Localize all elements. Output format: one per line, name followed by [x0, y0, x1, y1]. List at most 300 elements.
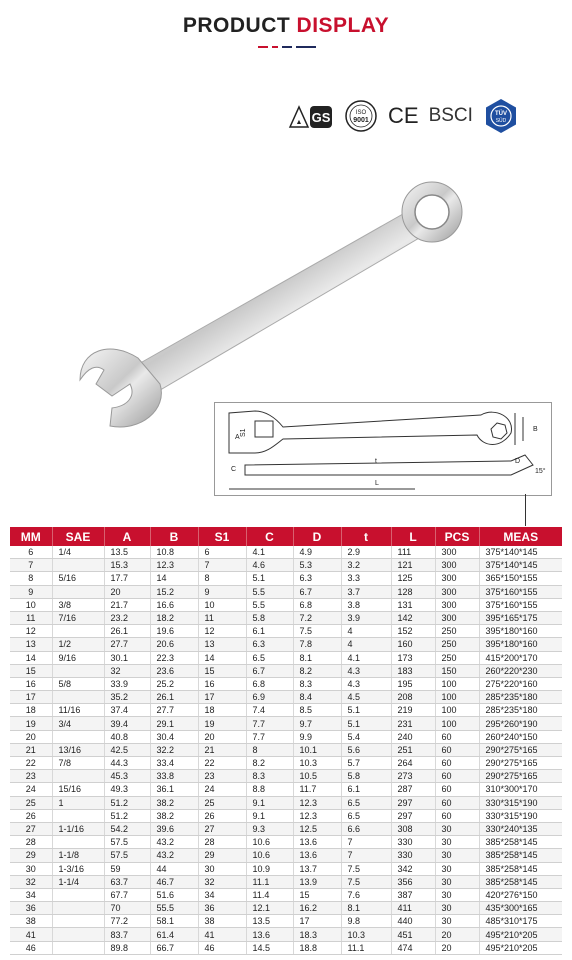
table-cell: 37.4 [104, 704, 150, 717]
table-cell: 83.7 [104, 928, 150, 941]
table-cell: 70 [104, 902, 150, 915]
table-cell: 13.6 [246, 928, 293, 941]
table-cell: 10.9 [246, 862, 293, 875]
table-cell: 8.1 [341, 902, 391, 915]
table-cell: 300 [435, 559, 479, 572]
table-cell: 7 [198, 559, 246, 572]
table-cell: 440 [391, 915, 435, 928]
drawing-label-d: D [515, 458, 521, 465]
table-cell: 22.3 [150, 651, 198, 664]
table-cell: 60 [435, 809, 479, 822]
table-cell: 60 [435, 743, 479, 756]
table-cell: 290*275*165 [479, 757, 562, 770]
svg-text:ISO: ISO [355, 110, 367, 116]
table-cell: 12 [198, 625, 246, 638]
iso-9001-logo [344, 99, 378, 133]
table-cell: 142 [391, 611, 435, 624]
table-cell: 5.8 [341, 770, 391, 783]
table-cell: 420*276*150 [479, 888, 562, 901]
table-cell: 9.7 [293, 717, 341, 730]
table-row [10, 704, 562, 717]
table-cell: 330*315*190 [479, 796, 562, 809]
table-cell: 58.1 [150, 915, 198, 928]
table-cell: 330*315*190 [479, 809, 562, 822]
table-cell: 14.5 [246, 941, 293, 954]
table-cell: 16.2 [293, 902, 341, 915]
table-cell: 6.5 [246, 651, 293, 664]
table-cell [52, 691, 104, 704]
table-cell: 297 [391, 809, 435, 822]
table-cell: 8.1 [293, 651, 341, 664]
table-cell: 26 [198, 809, 246, 822]
table-cell: 33.9 [104, 677, 150, 690]
table-cell: 13.6 [293, 849, 341, 862]
drawing-leader-line [525, 494, 526, 526]
table-cell: 300 [435, 546, 479, 559]
table-cell: 17 [293, 915, 341, 928]
tuv-sud-logo [483, 98, 519, 134]
table-cell: 19.6 [150, 625, 198, 638]
table-row [10, 717, 562, 730]
table-cell: 25 [10, 796, 52, 809]
table-row [10, 598, 562, 611]
table-row [10, 757, 562, 770]
table-cell [52, 730, 104, 743]
table-cell: 11/16 [52, 704, 104, 717]
table-cell: 40.8 [104, 730, 150, 743]
table-cell: 4.3 [341, 664, 391, 677]
table-cell: 18.2 [150, 611, 198, 624]
table-cell: 30 [435, 849, 479, 862]
table-cell: 3.3 [341, 572, 391, 585]
table-cell: 2.9 [341, 546, 391, 559]
table-cell: 20 [435, 941, 479, 954]
table-cell: 15 [198, 664, 246, 677]
table-cell: 5.5 [246, 598, 293, 611]
table-cell [52, 664, 104, 677]
drawing-label-l: L [375, 480, 379, 487]
table-cell: 29.1 [150, 717, 198, 730]
svg-text:SÜD: SÜD [495, 118, 507, 124]
table-cell: 8 [10, 572, 52, 585]
table-cell: 13 [198, 638, 246, 651]
table-cell: 5.4 [341, 730, 391, 743]
table-cell: 4 [341, 625, 391, 638]
table-cell: 1/2 [52, 638, 104, 651]
table-cell: 4 [341, 638, 391, 651]
table-cell: 20 [435, 928, 479, 941]
table-cell: 9.8 [341, 915, 391, 928]
table-cell: 415*200*170 [479, 651, 562, 664]
table-cell: 5/8 [52, 677, 104, 690]
table-cell: 46 [10, 941, 52, 954]
table-cell: 61.4 [150, 928, 198, 941]
table-cell: 6.1 [341, 783, 391, 796]
table-cell: 13.6 [293, 836, 341, 849]
table-cell: 125 [391, 572, 435, 585]
table-cell: 330 [391, 836, 435, 849]
column-header: D [293, 527, 341, 546]
table-cell: 18.8 [293, 941, 341, 954]
table-cell: 5.1 [246, 572, 293, 585]
table-cell: 6.7 [293, 585, 341, 598]
table-cell: 30.4 [150, 730, 198, 743]
table-cell: 8.3 [293, 677, 341, 690]
svg-text:▲: ▲ [295, 119, 303, 126]
table-cell: 38 [10, 915, 52, 928]
table-cell: 10.3 [341, 928, 391, 941]
table-cell: 27 [198, 822, 246, 835]
table-cell: 495*210*205 [479, 928, 562, 941]
column-header: MM [10, 527, 52, 546]
table-cell: 395*180*160 [479, 638, 562, 651]
table-cell: 42.5 [104, 743, 150, 756]
table-cell [52, 559, 104, 572]
table-cell: 395*180*160 [479, 625, 562, 638]
table-cell: 3.8 [341, 598, 391, 611]
table-row [10, 796, 562, 809]
table-cell: 30 [435, 875, 479, 888]
table-cell: 13.5 [246, 915, 293, 928]
table-cell: 219 [391, 704, 435, 717]
table-row [10, 730, 562, 743]
table-cell: 3.2 [341, 559, 391, 572]
table-cell: 14 [150, 572, 198, 585]
table-cell: 10.8 [150, 546, 198, 559]
table-cell: 183 [391, 664, 435, 677]
table-cell: 9/16 [52, 651, 104, 664]
table-row [10, 902, 562, 915]
table-cell: 7.7 [246, 730, 293, 743]
table-cell: 9.3 [246, 822, 293, 835]
table-cell: 240 [391, 730, 435, 743]
table-cell: 32 [104, 664, 150, 677]
table-cell: 11.1 [341, 941, 391, 954]
table-cell: 25.2 [150, 677, 198, 690]
table-cell: 26.1 [150, 691, 198, 704]
table-cell: 285*235*180 [479, 691, 562, 704]
table-cell: 23 [198, 770, 246, 783]
table-cell: 264 [391, 757, 435, 770]
table-cell: 41 [10, 928, 52, 941]
table-cell: 17 [198, 691, 246, 704]
table-cell: 10.6 [246, 836, 293, 849]
table-row [10, 822, 562, 835]
table-cell: 5.1 [341, 704, 391, 717]
table-row [10, 559, 562, 572]
table-cell: 260*220*230 [479, 664, 562, 677]
table-cell: 22 [198, 757, 246, 770]
table-cell: 295*260*190 [479, 717, 562, 730]
table-cell: 30 [435, 915, 479, 928]
table-cell: 44 [150, 862, 198, 875]
table-cell: 9.1 [246, 796, 293, 809]
table-cell: 8 [198, 572, 246, 585]
table-cell: 9.9 [293, 730, 341, 743]
wrench-dimension-drawing [214, 402, 552, 496]
certification-logos [288, 98, 519, 134]
table-cell: 19 [10, 717, 52, 730]
table-cell: 60 [435, 730, 479, 743]
table-cell: 7 [341, 849, 391, 862]
table-cell: 46.7 [150, 875, 198, 888]
table-cell: 13/16 [52, 743, 104, 756]
table-cell: 310*300*170 [479, 783, 562, 796]
table-cell [52, 902, 104, 915]
table-cell: 28 [10, 836, 52, 849]
table-cell: 10.1 [293, 743, 341, 756]
table-row [10, 585, 562, 598]
table-cell: 195 [391, 677, 435, 690]
table-cell: 34 [10, 888, 52, 901]
column-header: PCS [435, 527, 479, 546]
table-cell: 51.2 [104, 796, 150, 809]
table-cell: 330*240*135 [479, 822, 562, 835]
gs-mark-logo [288, 101, 334, 131]
table-row [10, 875, 562, 888]
table-cell: 20 [104, 585, 150, 598]
table-cell: 27 [10, 822, 52, 835]
table-cell: 38 [198, 915, 246, 928]
table-cell: 6.3 [246, 638, 293, 651]
svg-text:TÜV: TÜV [494, 111, 507, 117]
table-cell: 231 [391, 717, 435, 730]
table-cell: 60 [435, 757, 479, 770]
drawing-label-t: t [375, 458, 377, 465]
table-cell: 365*150*155 [479, 572, 562, 585]
table-cell: 485*310*175 [479, 915, 562, 928]
table-cell: 55.5 [150, 902, 198, 915]
table-cell: 36 [198, 902, 246, 915]
table-cell: 6.8 [246, 677, 293, 690]
column-header: C [246, 527, 293, 546]
table-cell: 11 [198, 611, 246, 624]
table-cell: 6.7 [246, 664, 293, 677]
table-cell: 60 [435, 783, 479, 796]
table-cell: 46 [198, 941, 246, 954]
table-cell [52, 585, 104, 598]
table-cell: 30 [435, 862, 479, 875]
table-cell: 57.5 [104, 836, 150, 849]
table-cell: 7.5 [341, 862, 391, 875]
table-cell: 6.3 [293, 572, 341, 585]
table-cell: 330 [391, 849, 435, 862]
table-cell: 4.6 [246, 559, 293, 572]
table-cell: 273 [391, 770, 435, 783]
table-cell: 4.1 [341, 651, 391, 664]
table-row [10, 677, 562, 690]
table-cell: 30 [435, 888, 479, 901]
table-cell: 13.7 [293, 862, 341, 875]
table-cell: 23 [10, 770, 52, 783]
table-cell: 9.1 [246, 809, 293, 822]
table-cell: 28 [198, 836, 246, 849]
table-cell: 15 [293, 888, 341, 901]
table-cell: 12.3 [293, 796, 341, 809]
table-cell: 32.2 [150, 743, 198, 756]
table-cell: 411 [391, 902, 435, 915]
table-cell: 21.7 [104, 598, 150, 611]
title-underline-decoration [258, 46, 316, 48]
column-header: S1 [198, 527, 246, 546]
table-cell: 451 [391, 928, 435, 941]
table-cell: 13 [10, 638, 52, 651]
table-cell: 4.3 [341, 677, 391, 690]
table-row [10, 664, 562, 677]
table-cell: 36 [10, 902, 52, 915]
table-cell: 6 [198, 546, 246, 559]
table-cell: 10 [198, 598, 246, 611]
table-cell: 4.9 [293, 546, 341, 559]
table-cell: 33.4 [150, 757, 198, 770]
drawing-label-s1: S1 [240, 428, 247, 437]
table-cell: 5.3 [293, 559, 341, 572]
title-word-product: PRODUCT [182, 14, 291, 37]
table-cell [52, 770, 104, 783]
table-cell: 8.5 [293, 704, 341, 717]
table-row [10, 941, 562, 954]
table-cell: 21 [10, 743, 52, 756]
table-cell: 15.2 [150, 585, 198, 598]
table-cell: 12.5 [293, 822, 341, 835]
table-cell: 160 [391, 638, 435, 651]
table-cell: 375*140*145 [479, 546, 562, 559]
table-cell: 44.3 [104, 757, 150, 770]
table-cell: 32 [10, 875, 52, 888]
table-cell: 300 [435, 611, 479, 624]
table-cell: 290*275*165 [479, 743, 562, 756]
table-cell: 51.2 [104, 809, 150, 822]
table-row [10, 915, 562, 928]
table-cell: 20.6 [150, 638, 198, 651]
table-row [10, 849, 562, 862]
table-cell: 251 [391, 743, 435, 756]
column-header: MEAS [479, 527, 562, 546]
table-cell: 385*258*145 [479, 862, 562, 875]
table-cell: 131 [391, 598, 435, 611]
table-row [10, 836, 562, 849]
table-cell: 30 [198, 862, 246, 875]
table-cell: 7.4 [246, 704, 293, 717]
table-cell: 21 [198, 743, 246, 756]
table-cell: 14 [198, 651, 246, 664]
table-cell: 300 [435, 598, 479, 611]
table-cell: 12.1 [246, 902, 293, 915]
table-cell: 60 [435, 796, 479, 809]
table-cell: 300 [435, 585, 479, 598]
table-cell: 3/8 [52, 598, 104, 611]
table-cell: 342 [391, 862, 435, 875]
wrench-product-image [40, 170, 510, 440]
table-cell: 1-3/16 [52, 862, 104, 875]
table-cell: 27.7 [104, 638, 150, 651]
table-cell: 7.8 [293, 638, 341, 651]
table-cell: 5.1 [341, 717, 391, 730]
table-cell: 1 [52, 796, 104, 809]
table-cell: 16.6 [150, 598, 198, 611]
table-cell: 250 [435, 651, 479, 664]
table-cell: 41 [198, 928, 246, 941]
column-header: SAE [52, 527, 104, 546]
table-cell: 7.2 [293, 611, 341, 624]
table-cell: 10.5 [293, 770, 341, 783]
table-cell: 15.3 [104, 559, 150, 572]
column-header: t [341, 527, 391, 546]
table-cell: 16 [10, 677, 52, 690]
table-cell: 287 [391, 783, 435, 796]
table-cell: 17.7 [104, 572, 150, 585]
table-cell: 25 [198, 796, 246, 809]
table-row [10, 611, 562, 624]
table-cell: 49.3 [104, 783, 150, 796]
table-cell: 121 [391, 559, 435, 572]
table-cell: 297 [391, 796, 435, 809]
table-cell: 9 [198, 585, 246, 598]
table-cell: 6.1 [246, 625, 293, 638]
table-cell: 10.6 [246, 849, 293, 862]
table-cell: 7.6 [341, 888, 391, 901]
table-cell: 26.1 [104, 625, 150, 638]
table-cell: 19 [198, 717, 246, 730]
table-cell: 6.5 [341, 796, 391, 809]
table-cell: 18.3 [293, 928, 341, 941]
table-cell: 275*220*160 [479, 677, 562, 690]
table-cell: 300 [435, 572, 479, 585]
table-cell: 11.7 [293, 783, 341, 796]
table-cell: 5.5 [246, 585, 293, 598]
table-cell: 24 [198, 783, 246, 796]
table-cell: 1-1/16 [52, 822, 104, 835]
table-cell: 173 [391, 651, 435, 664]
gs-text: GS [311, 110, 331, 125]
svg-text:9001: 9001 [353, 117, 369, 124]
table-cell: 250 [435, 625, 479, 638]
table-cell [52, 888, 104, 901]
table-row [10, 783, 562, 796]
table-cell: 3.9 [341, 611, 391, 624]
table-cell: 30.1 [104, 651, 150, 664]
table-cell: 20 [10, 730, 52, 743]
table-cell: 387 [391, 888, 435, 901]
table-row [10, 928, 562, 941]
table-cell: 385*258*145 [479, 849, 562, 862]
table-cell: 7/16 [52, 611, 104, 624]
table-cell: 1-1/4 [52, 875, 104, 888]
table-cell: 24 [10, 783, 52, 796]
table-cell: 250 [435, 638, 479, 651]
table-cell: 260*240*150 [479, 730, 562, 743]
table-cell: 5.8 [246, 611, 293, 624]
table-cell: 12 [10, 625, 52, 638]
table-cell: 11.1 [246, 875, 293, 888]
table-cell: 45.3 [104, 770, 150, 783]
table-cell: 375*160*155 [479, 598, 562, 611]
table-cell: 1/4 [52, 546, 104, 559]
table-cell: 59 [104, 862, 150, 875]
table-cell: 6.6 [341, 822, 391, 835]
table-row [10, 888, 562, 901]
table-cell: 60 [435, 770, 479, 783]
table-cell: 7.5 [341, 875, 391, 888]
table-cell: 5.7 [341, 757, 391, 770]
column-header: L [391, 527, 435, 546]
table-cell: 7/8 [52, 757, 104, 770]
table-cell: 23.2 [104, 611, 150, 624]
table-cell: 38.2 [150, 809, 198, 822]
table-cell: 8.4 [293, 691, 341, 704]
table-cell: 285*235*180 [479, 704, 562, 717]
table-cell: 27.7 [150, 704, 198, 717]
